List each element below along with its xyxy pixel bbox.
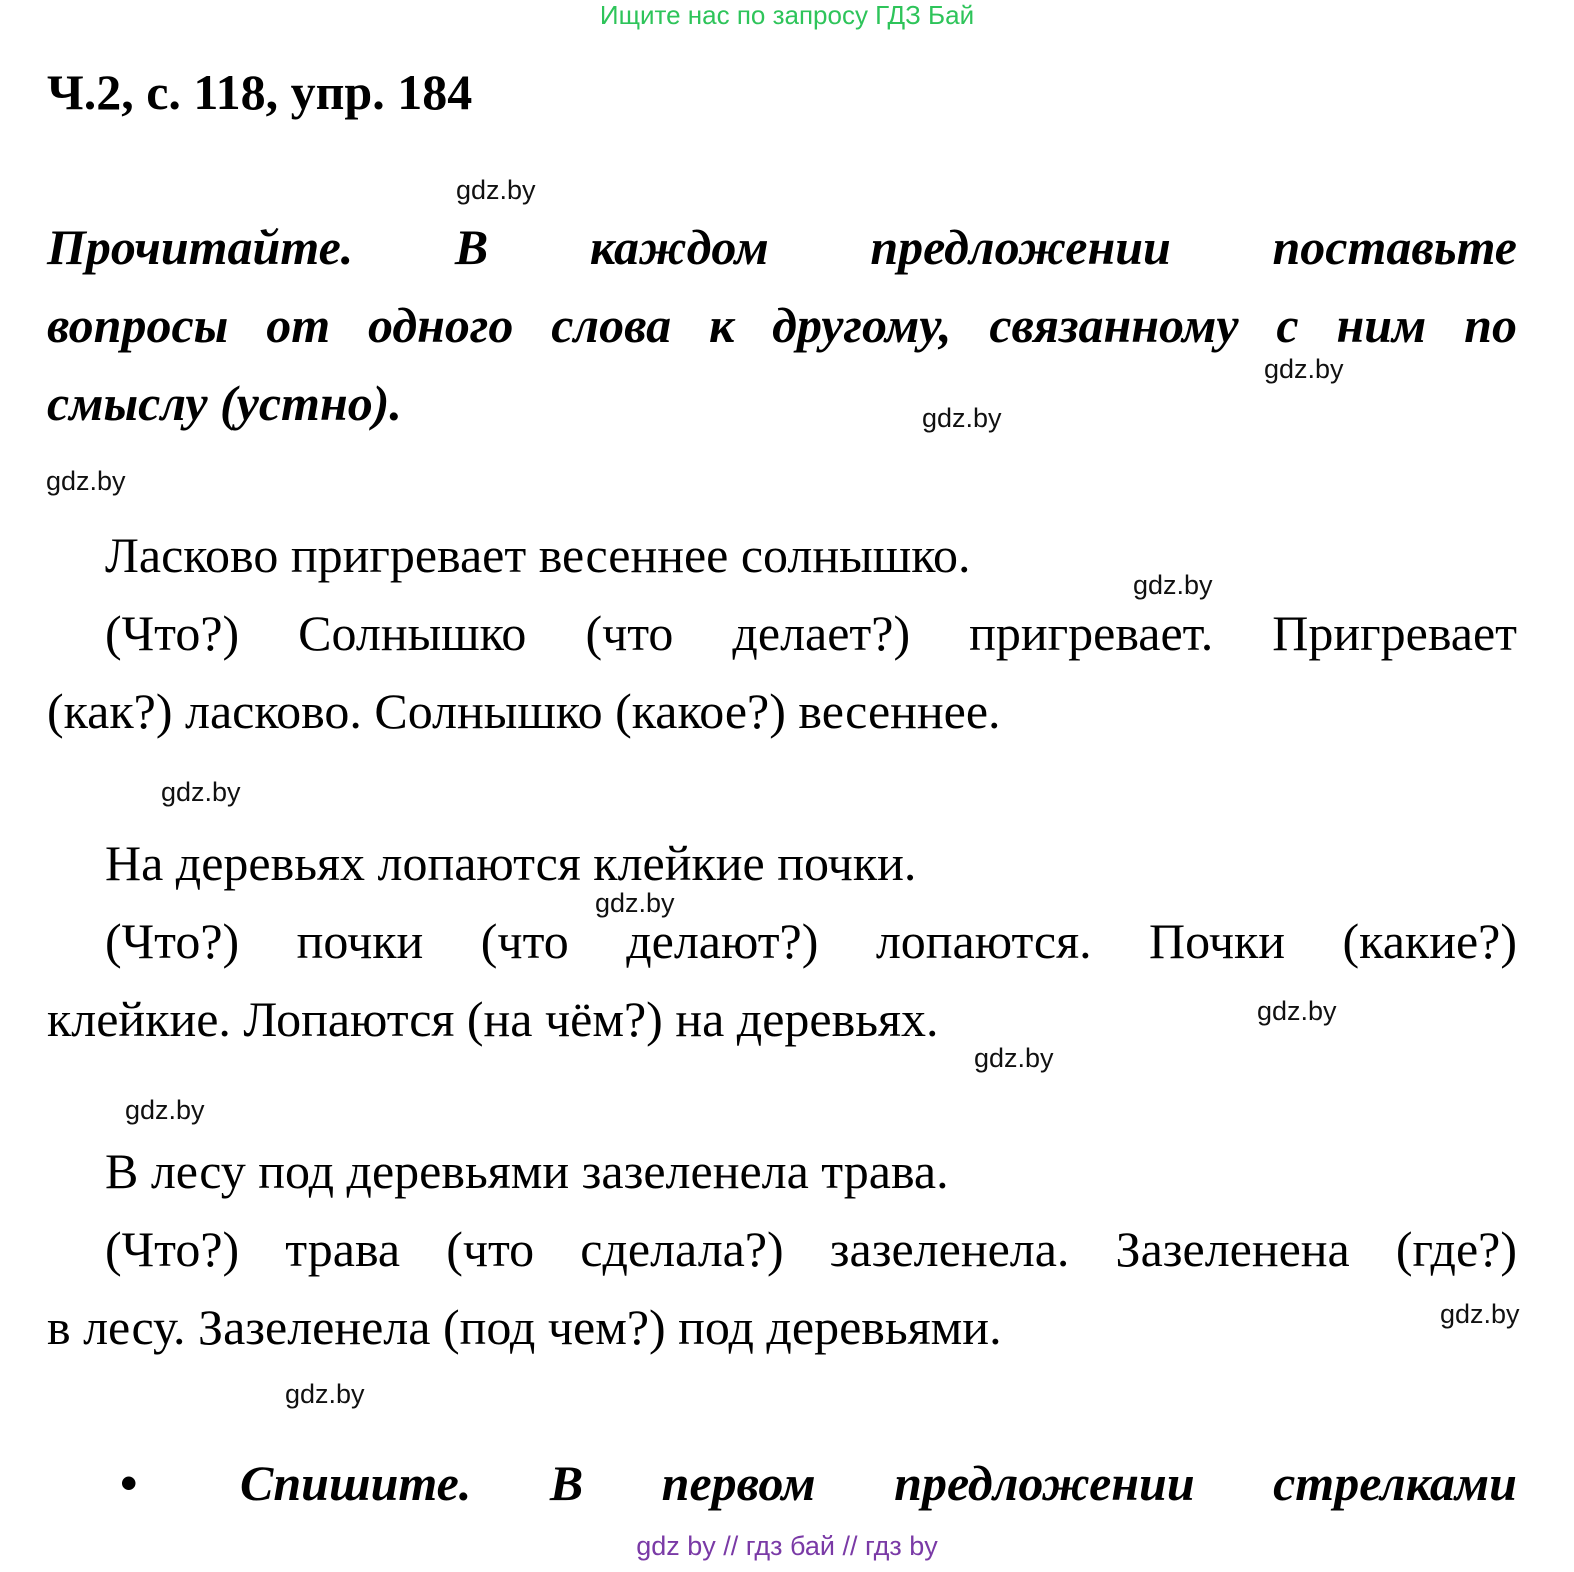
task-2-line	[120, 1444, 1517, 1522]
watermark: gdz.by	[1133, 570, 1213, 600]
task-2-word: Спишите.	[239, 1455, 472, 1511]
watermark: gdz.by	[125, 1095, 205, 1125]
task-2-word: стрелками	[1273, 1455, 1517, 1511]
sentence-1: Ласково пригревает весеннее солнышко.	[105, 527, 971, 583]
search-banner[interactable]: Ищите нас по запросу ГДЗ Бай	[599, 0, 975, 30]
sentence-3: В лесу под деревьями зазеленела трава.	[105, 1143, 949, 1199]
watermark: gdz.by	[456, 175, 536, 205]
task-line-2: вопросы от одного слова к другому, связанному с ним по	[47, 297, 1517, 353]
answer-3-line-2: в лесу. Зазеленела (под чем?) под деревьями.	[47, 1299, 1002, 1355]
bullet-icon: •	[120, 1455, 138, 1511]
answer-1-line-1: (Что?) Солнышко (что делает?) пригревает. Пригревает	[105, 605, 1517, 661]
answer-2-line-1: (Что?) почки (что делают?) лопаются. Почки (какие?)	[105, 913, 1517, 969]
footer-links[interactable]: gdz by // гдз бай // гдз by	[636, 1531, 938, 1561]
watermark: gdz.by	[1264, 354, 1344, 384]
page-title: Ч.2, с. 118, упр. 184	[47, 64, 473, 120]
task-2-word: предложении	[894, 1455, 1195, 1511]
watermark: gdz.by	[974, 1043, 1054, 1073]
watermark: gdz.by	[285, 1379, 365, 1409]
task-line-1: Прочитайте. В каждом предложении поставьте	[47, 219, 1517, 275]
watermark: gdz.by	[595, 888, 675, 918]
answer-2-line-2: клейкие. Лопаются (на чём?) на деревьях.	[47, 991, 939, 1047]
task-2-word: первом	[661, 1455, 816, 1511]
watermark: gdz.by	[1440, 1299, 1520, 1329]
watermark: gdz.by	[922, 403, 1002, 433]
task-line-3: смыслу (устно).	[47, 375, 402, 431]
watermark: gdz.by	[46, 466, 126, 496]
task-2-word: В	[549, 1455, 584, 1511]
watermark: gdz.by	[1257, 996, 1337, 1026]
watermark: gdz.by	[161, 777, 241, 807]
answer-1-line-2: (как?) ласково. Солнышко (какое?) весеннее.	[47, 683, 1001, 739]
answer-3-line-1: (Что?) трава (что сделала?) зазеленела. Зазеленена (где?)	[105, 1221, 1517, 1277]
sentence-2: На деревьях лопаются клейкие почки.	[105, 835, 917, 891]
